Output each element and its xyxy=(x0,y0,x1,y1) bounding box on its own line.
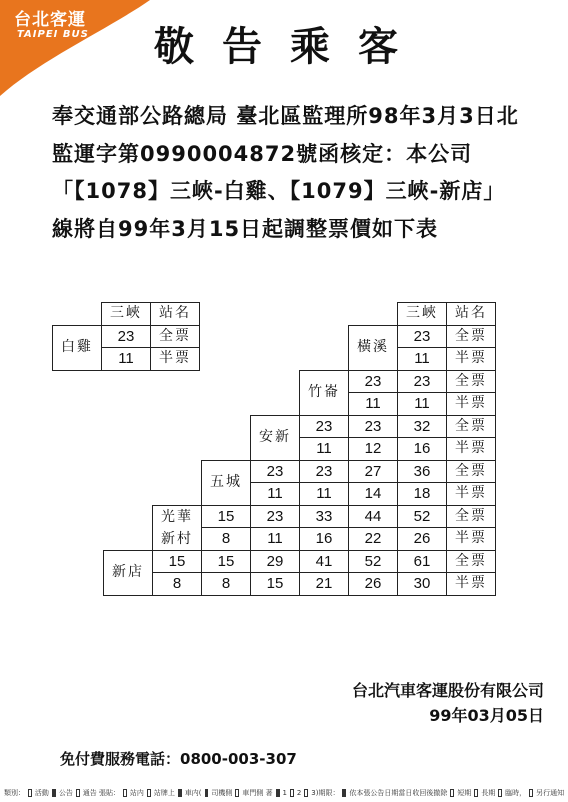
notice-date: 99年03月05日 xyxy=(429,706,544,725)
fare-cell: 23 xyxy=(300,415,349,438)
fare-cell: 27 xyxy=(349,460,398,483)
station-name: 竹崙 xyxy=(300,370,349,415)
fare-type-full: 全票 xyxy=(447,460,496,483)
fare-cell: 21 xyxy=(300,573,349,596)
fare-type-full: 全票 xyxy=(447,325,496,348)
checkbox xyxy=(342,789,346,797)
checkbox xyxy=(276,789,280,797)
header-origin: 三峽 xyxy=(398,303,447,326)
checkbox xyxy=(52,789,56,797)
fare-cell: 33 xyxy=(300,505,349,528)
company-name: 台北汽車客運股份有限公司 xyxy=(351,681,544,700)
footer-label: 類別： xyxy=(4,789,25,797)
logo-english: TAIPEI BUS xyxy=(17,29,89,40)
fare-table-xindian xyxy=(103,302,496,596)
station-name: 五城 xyxy=(202,460,251,505)
blank-cell xyxy=(104,415,251,438)
header-origin: 三峽 xyxy=(102,303,151,326)
blank-cell xyxy=(104,438,251,461)
footer-label: 車門側 著 xyxy=(242,789,273,797)
fare-cell: 8 xyxy=(153,573,202,596)
fare-cell: 23 xyxy=(102,325,151,348)
footer-label: 站牌上 xyxy=(153,789,175,797)
fare-type-full: 全票 xyxy=(447,415,496,438)
blank-cell xyxy=(104,348,349,371)
checkbox xyxy=(178,789,182,797)
fare-cell: 18 xyxy=(398,483,447,506)
checkbox xyxy=(147,789,151,797)
fare-cell: 11 xyxy=(251,528,300,551)
checkbox xyxy=(76,789,80,797)
fare-cell: 30 xyxy=(398,573,447,596)
fare-type-full: 全票 xyxy=(151,325,200,348)
fare-cell: 32 xyxy=(398,415,447,438)
checkbox xyxy=(450,789,454,797)
fare-type-full: 全票 xyxy=(447,370,496,393)
footer-label: 3)期限： xyxy=(311,789,340,797)
company-block xyxy=(352,678,544,728)
checkbox xyxy=(235,789,239,797)
fare-cell: 23 xyxy=(398,325,447,348)
checkbox xyxy=(28,789,32,797)
blank-cell xyxy=(104,528,153,551)
checkbox xyxy=(474,789,478,797)
header-station: 站名 xyxy=(151,303,200,326)
notice-text: 奉交通部公路總局 臺北區監理所98年3月3日北監運字第0990004872號函核定：本公司「【1078】三峽-白雞、【1079】三峽-新店」線將自99年3月15日起調整票價如下表 xyxy=(52,104,519,241)
blank-cell xyxy=(104,460,202,483)
footer-label: 另行通知 xyxy=(536,789,565,797)
fare-cell: 44 xyxy=(349,505,398,528)
station-name: 安新 xyxy=(251,415,300,460)
checkbox xyxy=(529,789,533,797)
fare-cell: 16 xyxy=(398,438,447,461)
fare-type-half: 半票 xyxy=(447,438,496,461)
fare-cell: 8 xyxy=(202,573,251,596)
checkbox xyxy=(304,789,308,797)
fare-cell: 26 xyxy=(398,528,447,551)
fare-cell: 23 xyxy=(349,415,398,438)
checkbox xyxy=(205,789,209,797)
fare-type-half: 半票 xyxy=(447,483,496,506)
fare-cell: 29 xyxy=(251,550,300,573)
footer-label: 公告 xyxy=(58,789,73,797)
fare-cell: 61 xyxy=(398,550,447,573)
blank-cell xyxy=(104,303,398,326)
fare-cell: 11 xyxy=(300,483,349,506)
fare-cell: 23 xyxy=(251,505,300,528)
blank-cell xyxy=(104,483,202,506)
fare-cell: 36 xyxy=(398,460,447,483)
footer-label: 依本張公告日期當日收回後撤除 xyxy=(349,789,448,797)
fare-type-full: 全票 xyxy=(447,505,496,528)
footer-label: 1 xyxy=(282,789,287,797)
fare-cell: 11 xyxy=(398,393,447,416)
footer-label: 活動 xyxy=(34,789,49,797)
fare-type-half: 半票 xyxy=(447,393,496,416)
fare-cell: 41 xyxy=(300,550,349,573)
station-name: 光華 新村 xyxy=(153,505,202,550)
page-title: 敬告乘客 xyxy=(154,24,426,70)
fare-type-half: 半票 xyxy=(447,348,496,371)
fare-cell: 14 xyxy=(349,483,398,506)
fare-type-half: 半票 xyxy=(447,528,496,551)
fare-cell: 22 xyxy=(349,528,398,551)
fare-cell: 26 xyxy=(349,573,398,596)
fare-cell: 8 xyxy=(202,528,251,551)
fare-cell: 23 xyxy=(398,370,447,393)
fare-cell: 12 xyxy=(349,438,398,461)
fare-cell: 15 xyxy=(202,550,251,573)
fare-type-half: 半票 xyxy=(447,573,496,596)
station-name: 新店 xyxy=(104,550,153,595)
fare-cell: 15 xyxy=(251,573,300,596)
fare-cell: 52 xyxy=(349,550,398,573)
footer-label: 通告 張貼： xyxy=(82,789,120,797)
fare-cell: 16 xyxy=(300,528,349,551)
fare-cell: 23 xyxy=(300,460,349,483)
checkbox xyxy=(123,789,127,797)
fare-cell: 52 xyxy=(398,505,447,528)
footer-label: 司機側 xyxy=(211,789,233,797)
blank-cell xyxy=(104,393,300,416)
footer-label: 長期 xyxy=(481,789,496,797)
footer-label: 車内( xyxy=(184,789,202,797)
blank-cell xyxy=(104,505,153,528)
blank-cell xyxy=(104,370,300,393)
fare-type-half: 半票 xyxy=(151,348,200,371)
station-name: 橫溪 xyxy=(349,325,398,370)
blank-cell xyxy=(104,325,349,348)
footer-label: 短期 xyxy=(457,789,472,797)
fare-cell: 15 xyxy=(153,550,202,573)
footer-label: 站内 xyxy=(129,789,144,797)
footer-label: 2 xyxy=(296,789,302,797)
fare-cell: 11 xyxy=(251,483,300,506)
fare-cell: 15 xyxy=(202,505,251,528)
logo-chinese: 台北客運 xyxy=(14,10,86,30)
fare-cell: 23 xyxy=(251,460,300,483)
fare-cell: 11 xyxy=(349,393,398,416)
header-station: 站名 xyxy=(447,303,496,326)
station-baiji: 白雞 xyxy=(53,325,102,370)
checkbox xyxy=(498,789,502,797)
posting-footer xyxy=(0,784,568,802)
footer-label: 臨時， xyxy=(505,789,527,797)
fare-cell: 11 xyxy=(398,348,447,371)
fare-cell: 11 xyxy=(300,438,349,461)
fare-cell: 23 xyxy=(349,370,398,393)
fare-cell: 11 xyxy=(102,348,151,371)
hotline: 免付費服務電話：0800-003-307 xyxy=(60,750,297,768)
checkbox xyxy=(290,789,294,797)
fare-type-full: 全票 xyxy=(447,550,496,573)
